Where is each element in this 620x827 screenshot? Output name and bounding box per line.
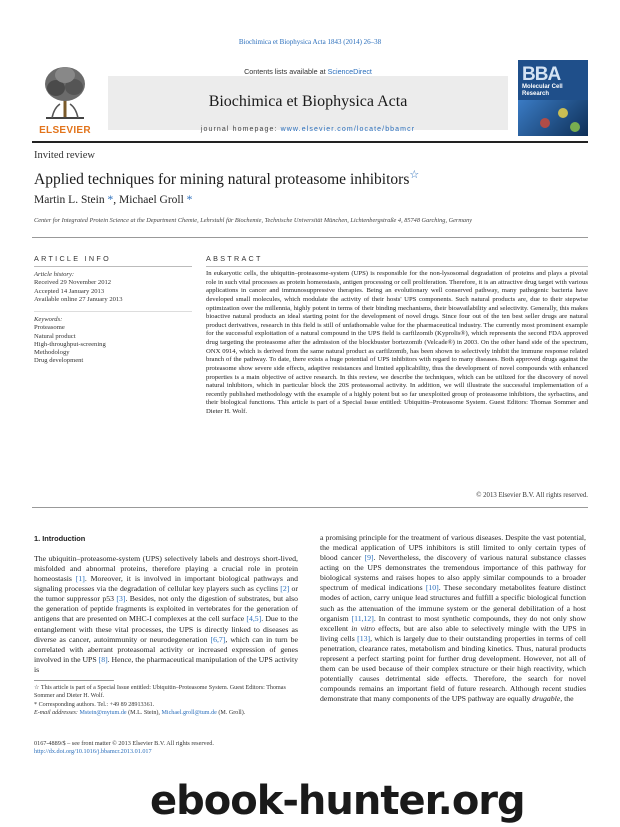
body-text: effects, but are also able to selectively mingle with the UPS in living cells <box>320 623 586 643</box>
body-text: The ubiquitin–proteasome-system (UPS) selectively labels and destroys short-lived, misfolded and abnormal proteins, therefore playing a crucial role in protein homeostasis <box>34 554 298 584</box>
footnote-text: Corresponding authors. Tel.: +49 89 28913361. <box>38 702 155 708</box>
citation-link[interactable]: [9] <box>364 553 374 563</box>
email-label: E-mail addresses: <box>34 710 78 716</box>
citation-link[interactable]: [8] <box>98 654 108 664</box>
journal-masthead <box>32 60 588 136</box>
keyword: Natural product <box>34 332 76 340</box>
citation-link[interactable]: [4,5] <box>246 614 262 624</box>
keyword: Methodology <box>34 349 70 357</box>
journal-homepage <box>108 126 508 133</box>
body-text: a promising principle for the treatment of various diseases. Despite the vast potential, the medical application of UPS inhibitors is still limited to only certain types of blood cancer <box>320 533 586 563</box>
watermark-text: ebook-hunter.org <box>150 778 525 824</box>
corresponding-mark[interactable]: * <box>107 194 114 206</box>
body-text: in vitro <box>351 623 375 633</box>
article-info-heading: ARTICLE INFO <box>34 254 111 263</box>
article-title-text: Applied techniques for mining natural proteasome inhibitors <box>34 171 410 189</box>
elsevier-logo[interactable] <box>32 64 98 136</box>
footnote-emails <box>34 710 304 718</box>
cover-subtitle <box>522 84 563 98</box>
abstract-divider <box>32 507 588 508</box>
keyword: Drug development <box>34 357 84 365</box>
footnote-text: This article is part of a Special Issue entitled: Ubiquitin–Proteasome System. Guest Editors: Thomas Sommer and Dieter H. Wolf. <box>34 685 286 699</box>
footnote-mark: ☆ <box>34 685 40 691</box>
cover-dot <box>570 122 580 132</box>
watermark <box>150 778 620 827</box>
footnote-mark: * <box>34 702 38 708</box>
citation-link[interactable]: [10] <box>425 583 439 593</box>
email-owner: (M.L. Stein), <box>126 710 162 716</box>
body-text: . Nevertheless, the discovery of various natural substance classes acting on the UPS demonstrates the tremendous importance of this pathway for biological systems and raises hopes to also apply similar compounds to a broader spectrum of medical indications <box>320 553 586 593</box>
email-owner: (M. Groll). <box>216 710 246 716</box>
author-name[interactable]: Martin L. Stein <box>34 194 105 206</box>
journal-cover[interactable] <box>518 60 588 136</box>
email-link[interactable]: Michael.groll@tum.de <box>161 710 217 716</box>
citation-link[interactable]: [11,12] <box>351 613 374 623</box>
body-text: , which can in turn be correlated with aberrant proteasomal activity or increased expression of genes involved in the UPS <box>34 634 298 664</box>
article-info-rule <box>34 311 192 312</box>
issn-line: 0167-4889/$ – see front matter © 2013 Elsevier B.V. All rights reserved. <box>34 740 214 747</box>
cover-subtitle-1: Molecular Cell <box>522 84 563 90</box>
citation-link[interactable]: [3] <box>116 594 126 604</box>
abstract-rule <box>206 266 588 267</box>
body-column-right <box>320 533 586 704</box>
title-footnote-mark[interactable]: ☆ <box>409 169 420 181</box>
footnote-rule <box>34 680 114 681</box>
sciencedirect-link[interactable]: ScienceDirect <box>327 67 372 76</box>
contents-line <box>108 67 508 76</box>
keywords <box>34 316 192 366</box>
masthead-center <box>108 64 508 133</box>
citation-link[interactable]: [6,7] <box>210 634 226 644</box>
history-label: Article history: <box>34 271 75 278</box>
doi-link[interactable]: http://dx.doi.org/10.1016/j.bbamcr.2013.01.017 <box>34 748 152 755</box>
body-text: . Moreover, it is involved in important biological pathways and signaling processes via the degradation of cellular key players such as cyclins <box>34 574 298 594</box>
cover-dot <box>558 108 568 118</box>
body-text: or the tumor suppressor p53 <box>34 584 298 604</box>
keyword: Proteasome <box>34 324 65 332</box>
cover-title: BBA <box>522 64 561 85</box>
copyright-line: © 2013 Elsevier B.V. All rights reserved. <box>476 492 588 499</box>
cover-dot <box>540 118 550 128</box>
citation-link[interactable]: [2] <box>280 584 290 594</box>
header-divider <box>32 237 588 238</box>
abstract-text: In eukaryotic cells, the ubiquitin–proteasome-system (UPS) is responsible for the non-lysosomal degradation of proteins and plays a pivotal role in such vital processes as protein homeostasis, antigen processing or cell proliferation. Therefore, it is an attractive drug target with various applications in cancer and immunosuppressive therapies. Being an evolutionary well conserved pathway, many pathogenic bacteria have developed small molecules, which modulate the activity of their hosts' UPS components. Such natural products are, due to their stepwise optimization over the millennia, highly potent in terms of their binding mechanisms, their bioavailability and selectivity. Generally, this makes bioactive natural products an ideal starting point for the development of novel drugs. Since four out of the ten best seller drugs are natural product derivatives, research in this field is still of unfathomable value for the pharmaceutical industry. The currently most prominent example for the successful exploitation of a natural compound in the UPS field is carfilzomib (Kyprolis®), which represents the second FDA approved drug targeting the proteasome after the admission of the blockbuster bortezomib (Velcade®) in 2003. On the other hand side of the spectrum, ONX 0914, which is derived from the same natural product as carfilzomib, has been shown to selectively inhibit the immune response related branch of the pathway. To date, there exists a huge potential of UPS inhibitors with regard to many diseases. Both approved drugs against the proteasome show severe side effects, adaptive resistances and limited applicability, thus the development of novel compounds with enhanced properties is a main objective of active research. In this review, we describe the techniques, which can be utilized for the discovery of novel natural inhibitors, which in particular block the 20S proteasomal activity. In addition, we will illustrate the successful implementation of a recently published methodology with the example of a highly potent but so far unexploited group of proteasome inhibitors, the syrbactins, and their biological functions. This article is part of a Special Issue entitled: Ubiquitin–Proteasome System. Guest Editors: Thomas Sommer and Dieter H. Wolf. <box>206 270 588 415</box>
cover-subtitle-2: Research <box>522 91 550 97</box>
body-column-left <box>34 554 298 675</box>
elsevier-tree-icon <box>40 64 90 120</box>
journal-title: Biochimica et Biophysica Acta <box>208 93 408 110</box>
section-heading: 1. Introduction <box>34 534 86 543</box>
affiliation: Center for Integrated Protein Science at the Department Chemie, Lehrstuhl für Biochemie, Technische Universität München, Lichtenbergstraße 4, 85748 Garching, Germany <box>34 217 473 224</box>
homepage-prefix: journal homepage: <box>200 126 278 133</box>
body-text: . These secondary metabolites feature distinct modes of action, carry unique lead structures and fulfill a specific biological function such as the attenuation of the immune system or the general debilitation of a host organism <box>320 583 587 623</box>
history-received: Received 29 November 2012 <box>34 279 112 287</box>
keywords-label: Keywords: <box>34 316 63 323</box>
citation-link[interactable]: [13] <box>357 633 371 643</box>
citation-link[interactable]: [1] <box>75 574 85 584</box>
history-accepted: Accepted 14 January 2013 <box>34 287 105 295</box>
article-title <box>34 168 419 189</box>
homepage-link[interactable]: www.elsevier.com/locate/bbamcr <box>280 126 416 133</box>
body-text: , which is largely due to their outstanding properties in terms of cell penetration, clearance rates, metabolism and binding kinetics. Thus, natural products represent a perfect starting point for further drug development. However, not all of them can be used because of their complex structure or their high reactivity, which potentially causes detrimental side effects. Therefore, the search for novel compounds remains an important field of future research. Although recent studies demonstrate that many components of the UPS pathway are equally <box>320 633 586 704</box>
contents-prefix: Contents lists available at <box>244 67 326 76</box>
author-separator: , <box>113 194 119 206</box>
abstract-heading: ABSTRACT <box>206 254 263 263</box>
masthead-divider <box>32 141 588 143</box>
issn-block <box>34 740 214 756</box>
body-text: . In contrast to most synthetic compounds, they do not only show excellent <box>320 613 587 633</box>
author-name[interactable]: Michael Groll <box>118 194 184 206</box>
body-text: , the <box>560 694 574 704</box>
body-text: . Hence, the pharmaceutical manipulation of the UPS activity is <box>34 654 298 674</box>
article-type: Invited review <box>34 150 95 161</box>
journal-reference[interactable]: Biochimica et Biophysica Acta 1843 (2014) 26–38 <box>238 38 382 46</box>
corresponding-mark[interactable]: * <box>186 194 193 206</box>
email-link[interactable]: Mstein@mytum.de <box>79 710 127 716</box>
footnote-special-issue <box>34 685 304 700</box>
body-text: . Besides, not only the digestion of substrates, but also the generation of peptide fragments is exploited in vertebrates for the generation of antigens that are presented on MHC-I complexes at the cell surface <box>34 594 298 624</box>
article-info-rule <box>34 266 192 267</box>
footnote-corresponding <box>34 702 304 710</box>
body-text: . Due to the entanglement with these vital processes, the UPS is directly linked to diseases as diverse as cancer, autoimmunity or neurodegeneration <box>34 614 298 644</box>
elsevier-wordmark: ELSEVIER <box>39 125 91 136</box>
author-list <box>34 194 192 206</box>
body-text: drugable <box>532 694 561 704</box>
history-online: Available online 27 January 2013 <box>34 295 123 303</box>
article-history <box>34 271 192 304</box>
keyword: High-throughput-screening <box>34 340 106 348</box>
